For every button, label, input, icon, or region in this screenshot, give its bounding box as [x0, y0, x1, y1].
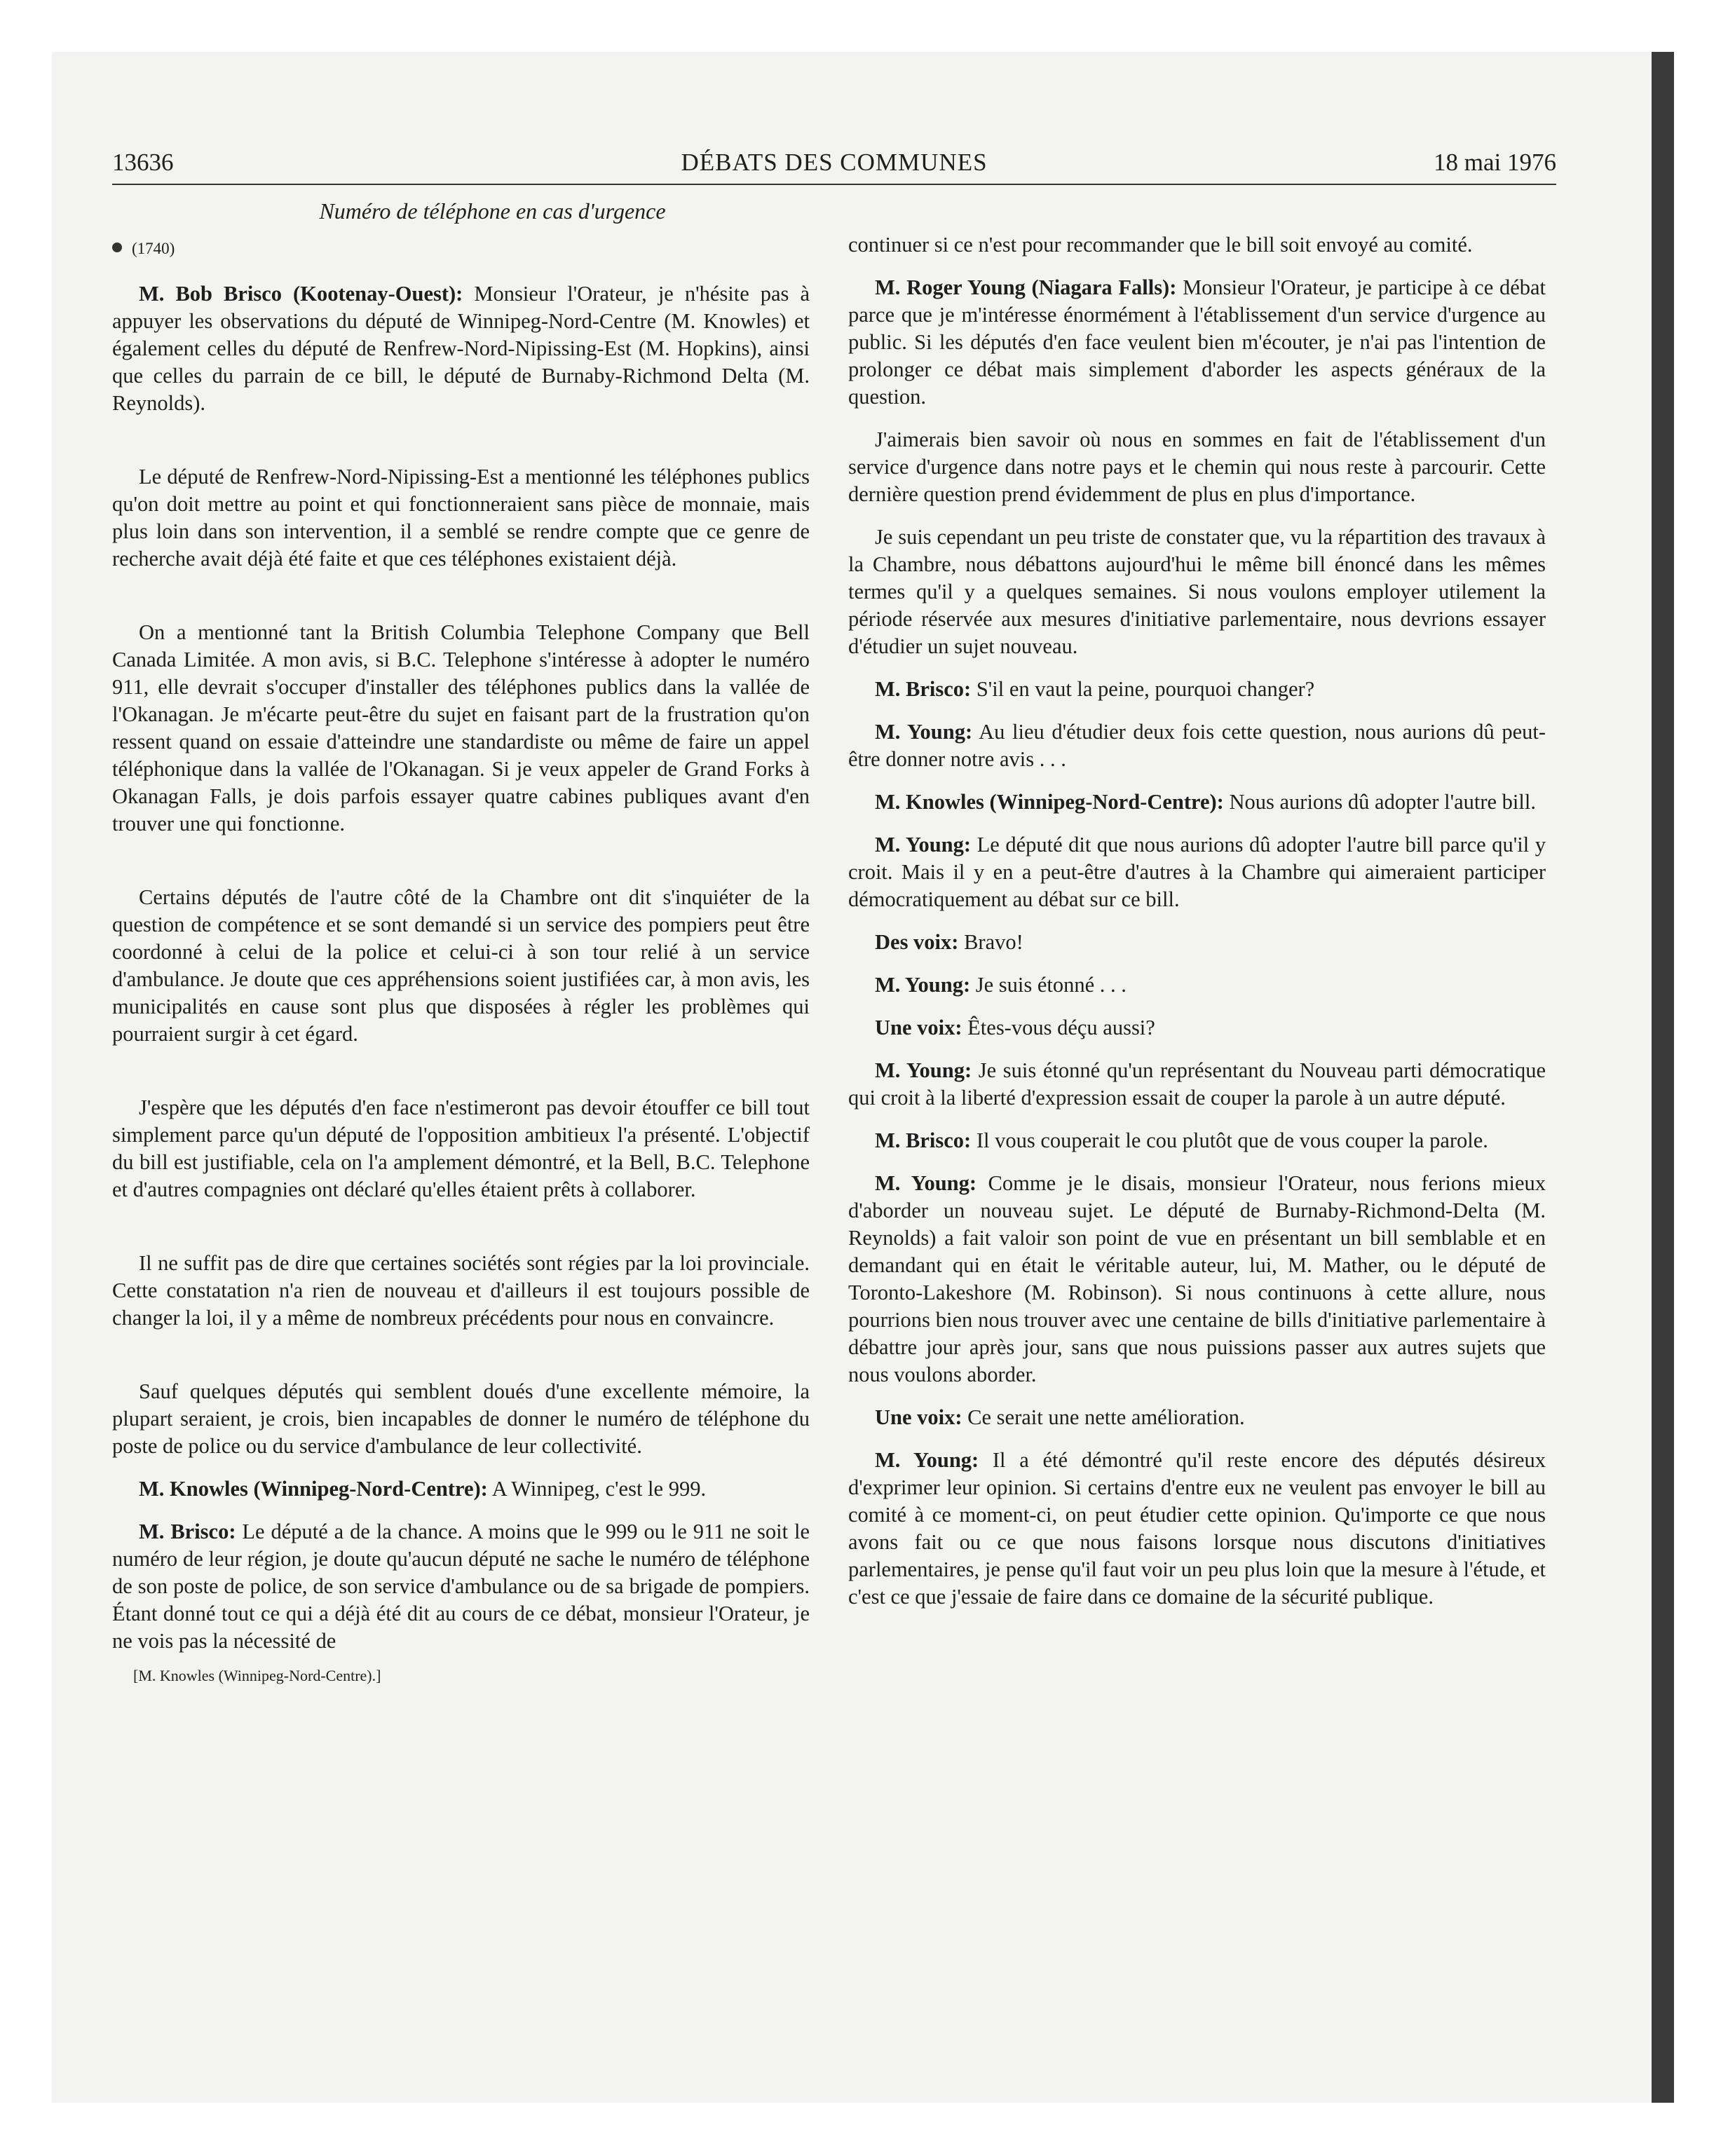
speaker-name: M. Young: — [875, 720, 973, 744]
paragraph-text: Nous aurions dû adopter l'autre bill. — [1223, 790, 1536, 814]
paragraph — [112, 884, 810, 1048]
speaker-name: M. Young: — [875, 1058, 972, 1082]
section-title: Numéro de téléphone en cas d'urgence — [319, 198, 666, 224]
scan-edge-shadow — [1652, 52, 1674, 2103]
left-column — [112, 196, 810, 1689]
paragraph — [848, 1127, 1546, 1154]
paragraph-text: Êtes-vous déçu aussi? — [962, 1016, 1155, 1039]
paragraph-text: Le député dit que nous aurions dû adopter l'autre bill parce qu'il y croit. Mais il y en a peut-être d'autres à la Chambre qui aimeraient participer démocratiquement au débat sur ce bill. — [848, 833, 1546, 911]
page-header — [112, 143, 1556, 182]
speaker-name: M. Young: — [875, 1448, 979, 1472]
paragraph — [112, 1518, 810, 1655]
paragraph — [848, 718, 1546, 773]
speaker-name: Des voix: — [875, 930, 959, 954]
paragraph-text: J'aimerais bien savoir où nous en sommes en fait de l'établissement d'un service d'urgence dans notre pays et le chemin qui nous reste à parcourir. Cette dernière question prend évidemment de plus en plus d'importance. — [848, 428, 1546, 506]
speaker-name: M. Young: — [875, 1171, 977, 1195]
paragraph — [848, 676, 1546, 703]
header-rule — [112, 184, 1556, 185]
speaker-name: M. Brisco: — [875, 677, 972, 701]
paragraph — [112, 1475, 810, 1503]
speaker-name: M. Knowles (Winnipeg-Nord-Centre): — [139, 1477, 488, 1501]
paragraph — [112, 1094, 810, 1203]
right-column — [848, 231, 1546, 1611]
speaker-name: M. Young: — [875, 833, 972, 857]
paragraph-text: Monsieur l'Orateur, je n'hésite pas à appuyer les observations du député de Winnipeg-Nord-Centre (M. Knowles) et également celles du député de Renfrew-Nord-Nipissing-Est (M. Hopkins), ainsi que celles du parrain de ce bill, le député de Burnaby-Richmond Delta (M. Reynolds). — [112, 282, 810, 415]
bullet-icon — [112, 243, 122, 252]
paragraph — [848, 1447, 1546, 1611]
running-title: DÉBATS DES COMMUNES — [681, 149, 988, 176]
paragraph-text: Comme je le disais, monsieur l'Orateur, nous ferions mieux d'aborder un nouveau sujet. Le député de Burnaby-Richmond-Delta (M. Reynolds) a fait valoir son point de vue en présentant un bill semblable et en demandant qui en était le véritable auteur, lui, M. Mather, ou le député de Toronto-Lakeshore (M. Robinson). Si nous continuons à cette allure, nous pourrions bien nous trouver avec une centaine de bills d'initiative parlementaire à débattre jour après jour, sans que nous puissions passer aux autres sujets que nous voulons aborder. — [848, 1171, 1546, 1386]
page-number: 13636 — [112, 149, 174, 176]
paragraph — [848, 971, 1546, 999]
paragraph-text: A Winnipeg, c'est le 999. — [487, 1477, 707, 1501]
paragraph-text: Certains députés de l'autre côté de la Chambre ont dit s'inquiéter de la question de compétence et se sont demandé si un service des pompiers peut être coordonné à celui de la police et celui-ci à son tour relié à un service d'ambulance. Je doute que ces appréhensions soient justifiées car, à mon avis, les municipalités en cause sont plus que disposées à régler les problèmes qui pourraient surgir à cet égard. — [112, 885, 810, 1046]
speaker-name: M. Bob Brisco (Kootenay-Ouest): — [139, 282, 463, 306]
paragraph-text: Ce serait une nette amélioration. — [962, 1405, 1245, 1429]
paragraph — [112, 619, 810, 838]
paragraph-text: Monsieur l'Orateur, je participe à ce débat parce que je m'intéresse énormément à l'établissement d'un service d'urgence au public. Si les députés d'en face veulent bien m'écouter, je n'ai pas l'intention de prolonger ce débat mais simplement d'aborder les aspects généraux de la question. — [848, 275, 1546, 409]
paragraph-text: Je suis cependant un peu triste de constater que, vu la répartition des travaux à la Chambre, nous débattons aujourd'hui le même bill énoncé dans les mêmes termes qu'il y a quelques semaines. Si nous voulons employer utilement la période réservée aux mesures d'initiative parlementaire, nous devrions essayer d'étudier un sujet nouveau. — [848, 525, 1546, 658]
speaker-name: M. Young: — [875, 973, 971, 997]
speaker-name: M. Knowles (Winnipeg-Nord-Centre): — [875, 790, 1224, 814]
speaker-name: M. Brisco: — [139, 1520, 236, 1543]
paragraph-text: Le député de Renfrew-Nord-Nipissing-Est a mentionné les téléphones publics qu'on doit mettre au point et qui fonctionneraient sans pièce de monnaie, mais plus loin dans son intervention, il a semblé se rendre compte que ce genre de recherche avait déjà été faite et que ces téléphones existaient déjà. — [112, 465, 810, 571]
paragraph — [848, 831, 1546, 913]
paragraph — [848, 274, 1546, 411]
footnote: [M. Knowles (Winnipeg-Nord-Centre).] — [133, 1667, 381, 1684]
paragraph-text: J'espère que les députés d'en face n'estimeront pas devoir étouffer ce bill tout simplement parce qu'un député de l'opposition ambitieux l'a présenté. L'objectif du bill est justifiable, cela on l'a amplement démontré, et la Bell, B.C. Telephone et d'autres compagnies ont déclaré qu'elles étaient prêts à collaborer. — [112, 1096, 810, 1201]
speaker-name: M. Roger Young (Niagara Falls): — [875, 275, 1177, 299]
paragraph — [848, 426, 1546, 508]
paragraph — [112, 280, 810, 417]
paragraph — [848, 231, 1546, 259]
paragraph — [112, 1250, 810, 1332]
paragraph-text: Il vous couperait le cou plutôt que de vous couper la parole. — [971, 1128, 1488, 1152]
header-date: 18 mai 1976 — [1434, 149, 1556, 176]
speaker-name: Une voix: — [875, 1405, 962, 1429]
paragraph-text: Sauf quelques députés qui semblent doués d'une excellente mémoire, la plupart seraient, je crois, bien incapables de donner le numéro de téléphone du poste de police ou du service d'ambulance de leur collectivité. — [112, 1379, 810, 1458]
paragraph — [848, 1170, 1546, 1389]
paragraph-text: Il a été démontré qu'il reste encore des députés désireux d'exprimer leur opinion. Si certains d'entre eux ne veulent pas envoyer le bill au comité à ce moment-ci, on peut étudier cette opinion. Qu'importe ce que nous avons fait ou ce que nous faisons lorsque nous discutons d'initiatives parlementaires, je pense qu'il faut voir un peu plus loin que la mesure à l'étude, et c'est ce que j'essaie de faire dans ce domaine de la sécurité publique. — [848, 1448, 1546, 1609]
paragraph-text: continuer si ce n'est pour recommander que le bill soit envoyé au comité. — [848, 233, 1473, 257]
paragraph — [848, 929, 1546, 956]
paragraph-text: Je suis étonné qu'un représentant du Nouveau parti démocratique qui croit à la liberté d'expression essait de couper la parole à un autre député. — [848, 1058, 1546, 1110]
speaker-name: M. Brisco: — [875, 1128, 972, 1152]
paragraph — [112, 463, 810, 573]
paragraph-text: On a mentionné tant la British Columbia Telephone Company que Bell Canada Limitée. A mon avis, si B.C. Telephone s'intéresse à adopter le numéro 911, elle devrait s'occuper d'installer des téléphones publics dans la vallée de l'Okanagan. Je m'écarte peut-être du sujet en faisant part de la frustration qu'on ressent quand on essaie d'atteindre une standardiste ou même de faire un appel téléphonique dans la vallée de l'Okanagan. Si je veux appeler de Grand Forks à Okanagan Falls, je dois parfois essayer quatre cabines publiques avant d'en trouver une qui fonctionne. — [112, 620, 810, 835]
paragraph — [848, 1057, 1546, 1112]
paragraph-text: Je suis étonné . . . — [970, 973, 1127, 997]
paragraph-text: Le député a de la chance. A moins que le 999 ou le 911 ne soit le numéro de leur région, je doute qu'aucun député ne sache le numéro de téléphone de son poste de police, de son service d'ambulance ou de sa brigade de pompiers. Étant donné tout ce qui a déjà été dit au cours de ce débat, monsieur l'Orateur, je ne vois pas la nécessité de — [112, 1520, 810, 1653]
speaker-name: Une voix: — [875, 1016, 962, 1039]
paragraph-text: Au lieu d'étudier deux fois cette question, nous aurions dû peut-être donner notre avis . . . — [848, 720, 1546, 771]
paragraph-text: Bravo! — [958, 930, 1023, 954]
time-marker-text: (1740) — [132, 240, 175, 257]
paragraph — [848, 1014, 1546, 1042]
paragraph-text: Il ne suffit pas de dire que certaines sociétés sont régies par la loi provinciale. Cette constatation n'a rien de nouveau et d'ailleurs il est toujours possible de changer la loi, il y a même de nombreux précédents pour nous en convaincre. — [112, 1251, 810, 1330]
time-marker — [112, 235, 810, 262]
paragraph-text: S'il en vaut la peine, pourquoi changer? — [971, 677, 1315, 701]
paragraph — [112, 1378, 810, 1460]
paragraph — [848, 789, 1546, 816]
paragraph — [848, 1404, 1546, 1431]
paragraph — [848, 524, 1546, 660]
